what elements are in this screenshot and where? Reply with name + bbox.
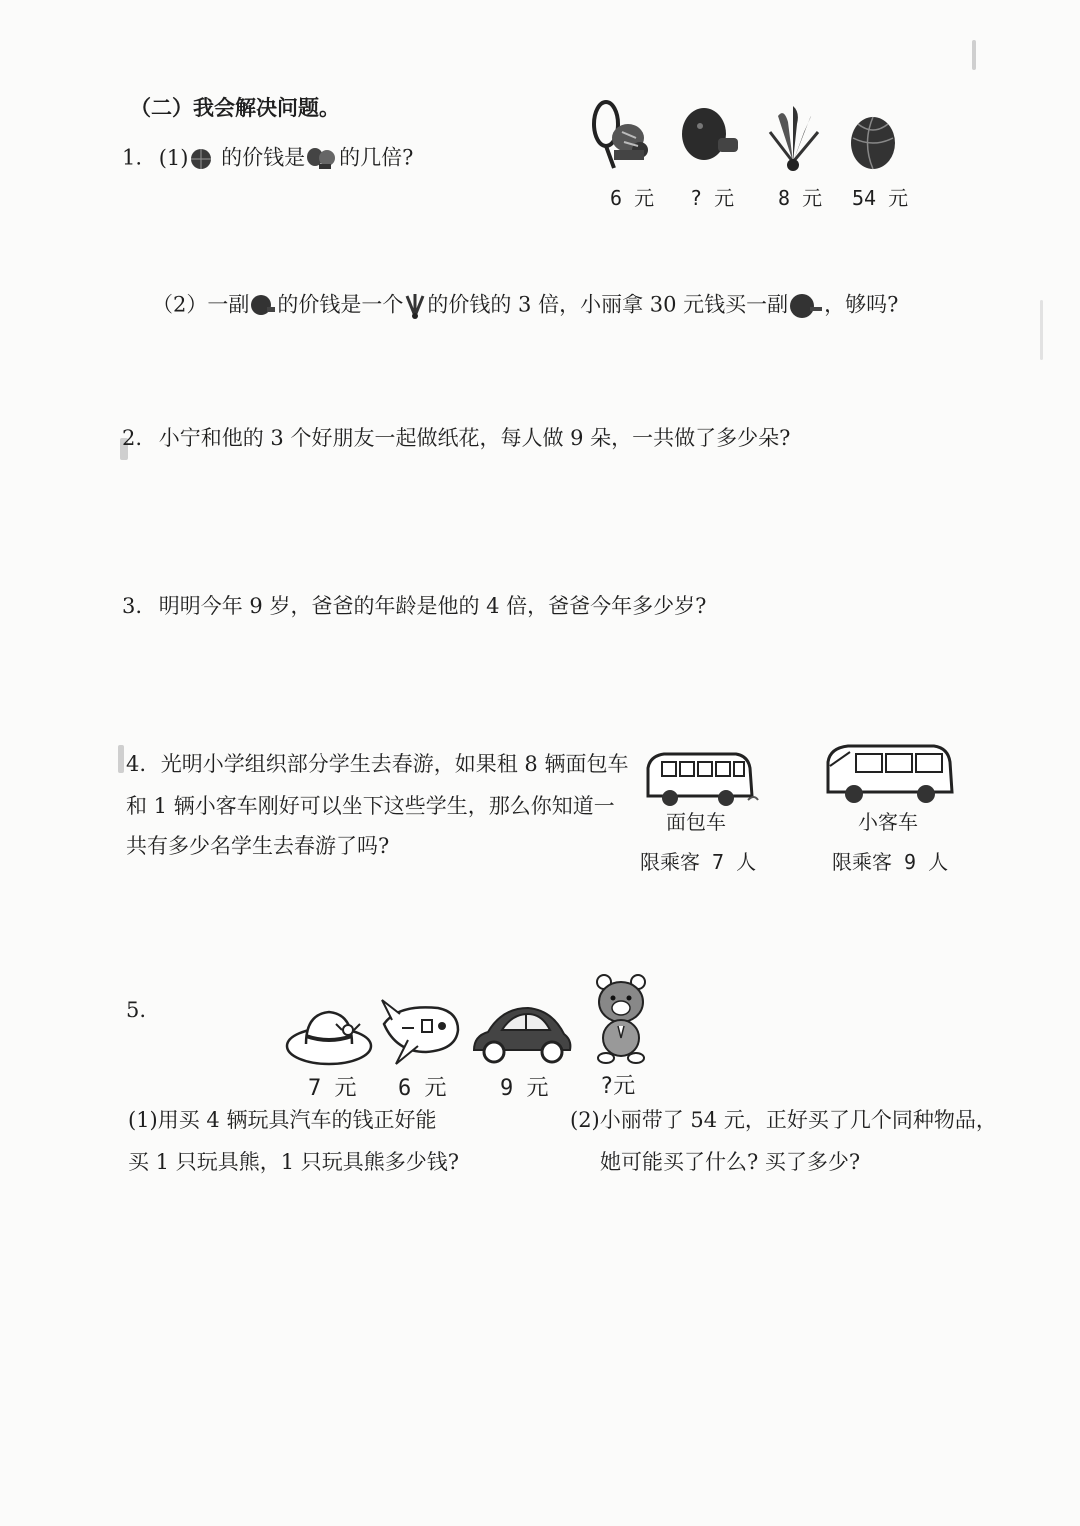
q1-line2: [152, 292, 898, 320]
q1-item-price: 6 元: [610, 186, 655, 210]
q1-part1-end: 的几倍?: [339, 145, 414, 170]
shuttlecock-icon: [403, 292, 427, 320]
q5-part1-line1: (1)用买 4 辆玩具汽车的钱正好能: [128, 1108, 437, 1132]
q4-text-line2: 和 1 辆小客车刚好可以坐下这些学生，那么你知道一: [126, 794, 615, 818]
q5-part2-line1: (2)小丽带了 54 元，正好买了几个同种物品，: [570, 1108, 997, 1132]
q2-number: 2.: [122, 426, 143, 450]
q5-part2-line2: 她可能买了什么? 买了多少?: [600, 1150, 861, 1174]
scan-speck: [1040, 300, 1043, 360]
vehicle-name: 小客车: [858, 810, 918, 834]
vehicle-capacity: 限乘客 9 人: [832, 850, 949, 874]
badminton-racket-icon: [305, 146, 339, 172]
scan-speck: [972, 40, 976, 70]
q4-text-line3: 共有多少名学生去春游了吗?: [126, 834, 390, 858]
q5-number: 5.: [126, 998, 147, 1022]
q3-text: 明明今年 9 岁，爸爸的年龄是他的 4 倍，爸爸今年多少岁?: [158, 594, 707, 618]
q1-item-price: ? 元: [690, 186, 735, 210]
q3-number: 3.: [122, 594, 143, 618]
minivan-icon: [640, 748, 760, 810]
q2-text: 小宁和他的 3 个好朋友一起做纸花，每人做 9 朵，一共做了多少朵?: [158, 426, 791, 450]
q3-text-line: [122, 596, 706, 617]
q4-text-line1: 光明小学组织部分学生去春游，如果租 8 辆面包车: [160, 752, 629, 776]
q1-part2-a: 的价钱是一个: [277, 292, 404, 317]
q4-number: 4.: [126, 752, 147, 776]
q1-item-price: 54 元: [852, 186, 909, 210]
bus-icon: [822, 740, 958, 808]
q5-item-price: 6 元: [398, 1076, 447, 1101]
vehicle-name: 面包车: [666, 810, 726, 834]
basketball-icon: [188, 147, 214, 171]
badminton-racket-icon: [588, 98, 658, 174]
q1-part2-end: ，够吗?: [824, 292, 899, 317]
q1-item-price: 8 元: [778, 186, 823, 210]
q5-item-price: 7 元: [308, 1076, 357, 1101]
q2-text-line: [122, 428, 790, 449]
section-title: （二）我会解决问题。: [130, 96, 340, 120]
q1-part2-prefix: （2）一副: [152, 292, 250, 317]
q1-line1: [122, 146, 413, 172]
ping-pong-paddle-icon: [678, 104, 744, 174]
q1-part1-prefix: (1): [158, 145, 189, 170]
q5-part1-line2: 买 1 只玩具熊，1 只玩具熊多少钱?: [128, 1150, 460, 1174]
basketball-icon: [848, 114, 898, 172]
q1-number: 1.: [122, 145, 143, 170]
ping-pong-paddle-icon: [249, 293, 277, 319]
q4-line1: [126, 754, 628, 775]
q1-part2-b: 的价钱的 3 倍，小丽拿 30 元钱买一副: [427, 292, 789, 317]
toy-car-icon: [468, 1000, 574, 1068]
q5-item-price: ?元: [600, 1074, 636, 1099]
vehicle-capacity: 限乘客 7 人: [640, 850, 757, 874]
hat-icon: [284, 1000, 374, 1068]
q5-item-price: 9 元: [500, 1076, 549, 1101]
toy-plane-icon: [378, 994, 464, 1068]
toy-bear-icon: [592, 972, 650, 1066]
scan-speck: [118, 745, 124, 773]
q1-part1-mid: 的价钱是: [214, 145, 306, 170]
ping-pong-paddle-icon: [788, 292, 824, 320]
shuttlecock-icon: [764, 102, 822, 174]
